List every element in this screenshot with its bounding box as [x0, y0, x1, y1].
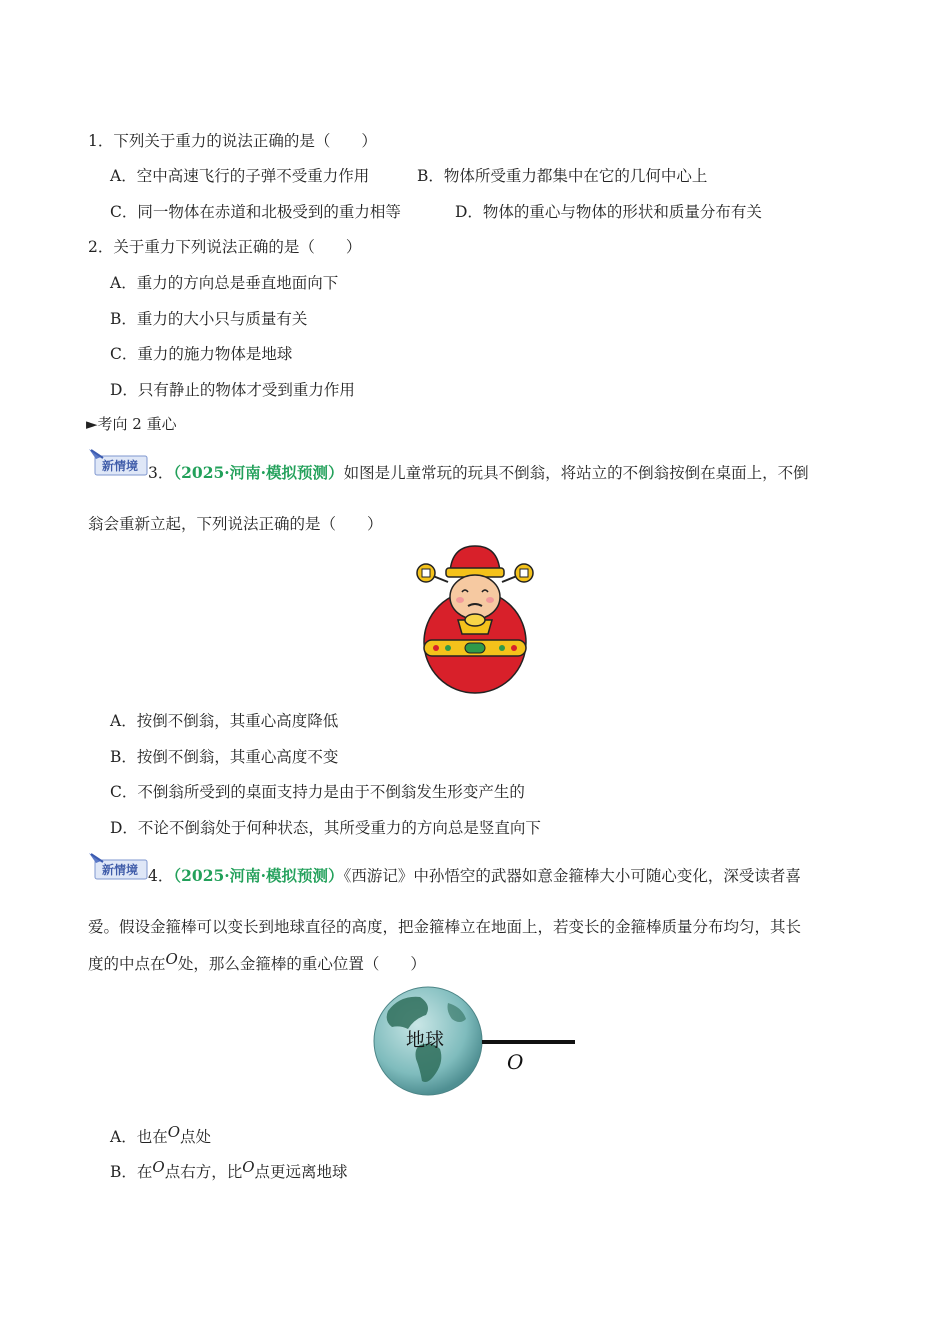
option-b-point-2: O: [242, 1158, 255, 1176]
question-2-option-d[interactable]: D．只有静止的物体才受到重力作用: [110, 381, 355, 399]
question-1-option-c[interactable]: C．同一物体在赤道和北极受到的重力相等: [110, 203, 401, 221]
question-4-source: （2025·河南·模拟预测）: [173, 866, 344, 885]
tumbler-toy-image: [410, 542, 540, 694]
question-2-option-a[interactable]: A．重力的方向总是垂直地面向下: [110, 274, 339, 292]
question-2-stem: 2．关于重力下列说法正确的是（ ）: [88, 238, 362, 256]
question-4-stem-line3: [88, 950, 426, 974]
question-3-number: 3．: [148, 464, 174, 482]
question-4-stem-text-b: 处，那么金箍棒的重心位置（ ）: [177, 955, 426, 973]
question-4-stem-line2: 爱。假设金箍棒可以变长到地球直径的高度，把金箍棒立在地面上，若变长的金箍棒质量分布均匀，其长: [88, 918, 802, 936]
question-1-option-d[interactable]: D．物体的重心与物体的形状和质量分布有关: [455, 203, 762, 221]
point-o-label: O: [165, 950, 178, 968]
question-1-option-a[interactable]: A．空中高速飞行的子弹不受重力作用: [110, 167, 370, 185]
badge-label-2: 新情境: [102, 863, 139, 877]
question-3-stem-line2: 翁会重新立起，下列说法正确的是（ ）: [88, 515, 383, 533]
section-heading: ►考向 2 重心: [86, 415, 177, 433]
option-b-text-post: 点更远离地球: [254, 1163, 348, 1181]
question-3-option-b[interactable]: B．按倒不倒翁，其重心高度不变: [110, 748, 339, 766]
option-a-text-post: 点处: [180, 1128, 212, 1146]
question-3-option-d[interactable]: D．不论不倒翁处于何种状态，其所受重力的方向总是竖直向下: [110, 819, 541, 837]
question-2-option-b[interactable]: B．重力的大小只与质量有关: [110, 310, 308, 328]
question-4-stem-text: 《西游记》中孙悟空的武器如意金箍棒大小可随心变化，深受读者喜: [343, 867, 801, 885]
option-a-text-pre: A．也在: [110, 1128, 168, 1146]
option-a-point: O: [167, 1123, 181, 1141]
earth-rod-diagram: [370, 985, 580, 1097]
question-3-stem-line1: [148, 463, 809, 483]
earth-label: 地球: [406, 1029, 445, 1051]
option-b-text-pre: B．在: [110, 1163, 153, 1181]
question-3-source: （2025·河南·模拟预测）: [173, 463, 344, 482]
question-3-option-c[interactable]: C．不倒翁所受到的桌面支持力是由于不倒翁发生形变产生的: [110, 783, 525, 801]
question-2-option-c[interactable]: C．重力的施力物体是地球: [110, 345, 293, 363]
question-3-option-a[interactable]: A．按倒不倒翁，其重心高度降低: [110, 712, 339, 730]
question-4-stem-line1: [148, 866, 801, 886]
new-context-badge-2: [87, 851, 145, 879]
question-1-option-b[interactable]: B．物体所受重力都集中在它的几何中心上: [417, 167, 708, 185]
option-b-text-mid: 点右方，比: [164, 1163, 243, 1181]
question-4-stem-text-a: 度的中点在: [88, 955, 166, 973]
question-4-option-a[interactable]: [110, 1123, 212, 1147]
question-1-stem: 1．下列关于重力的说法正确的是（ ）: [88, 132, 377, 150]
question-4-option-b[interactable]: [110, 1158, 348, 1182]
point-o-marker: O: [507, 1050, 524, 1074]
option-b-point-1: O: [152, 1158, 165, 1176]
badge-label: 新情境: [102, 459, 139, 473]
question-3-stem-text: 如图是儿童常玩的玩具不倒翁，将站立的不倒翁按倒在桌面上，不倒: [343, 464, 809, 482]
new-context-badge: [87, 447, 145, 475]
question-4-number: 4．: [148, 867, 174, 885]
